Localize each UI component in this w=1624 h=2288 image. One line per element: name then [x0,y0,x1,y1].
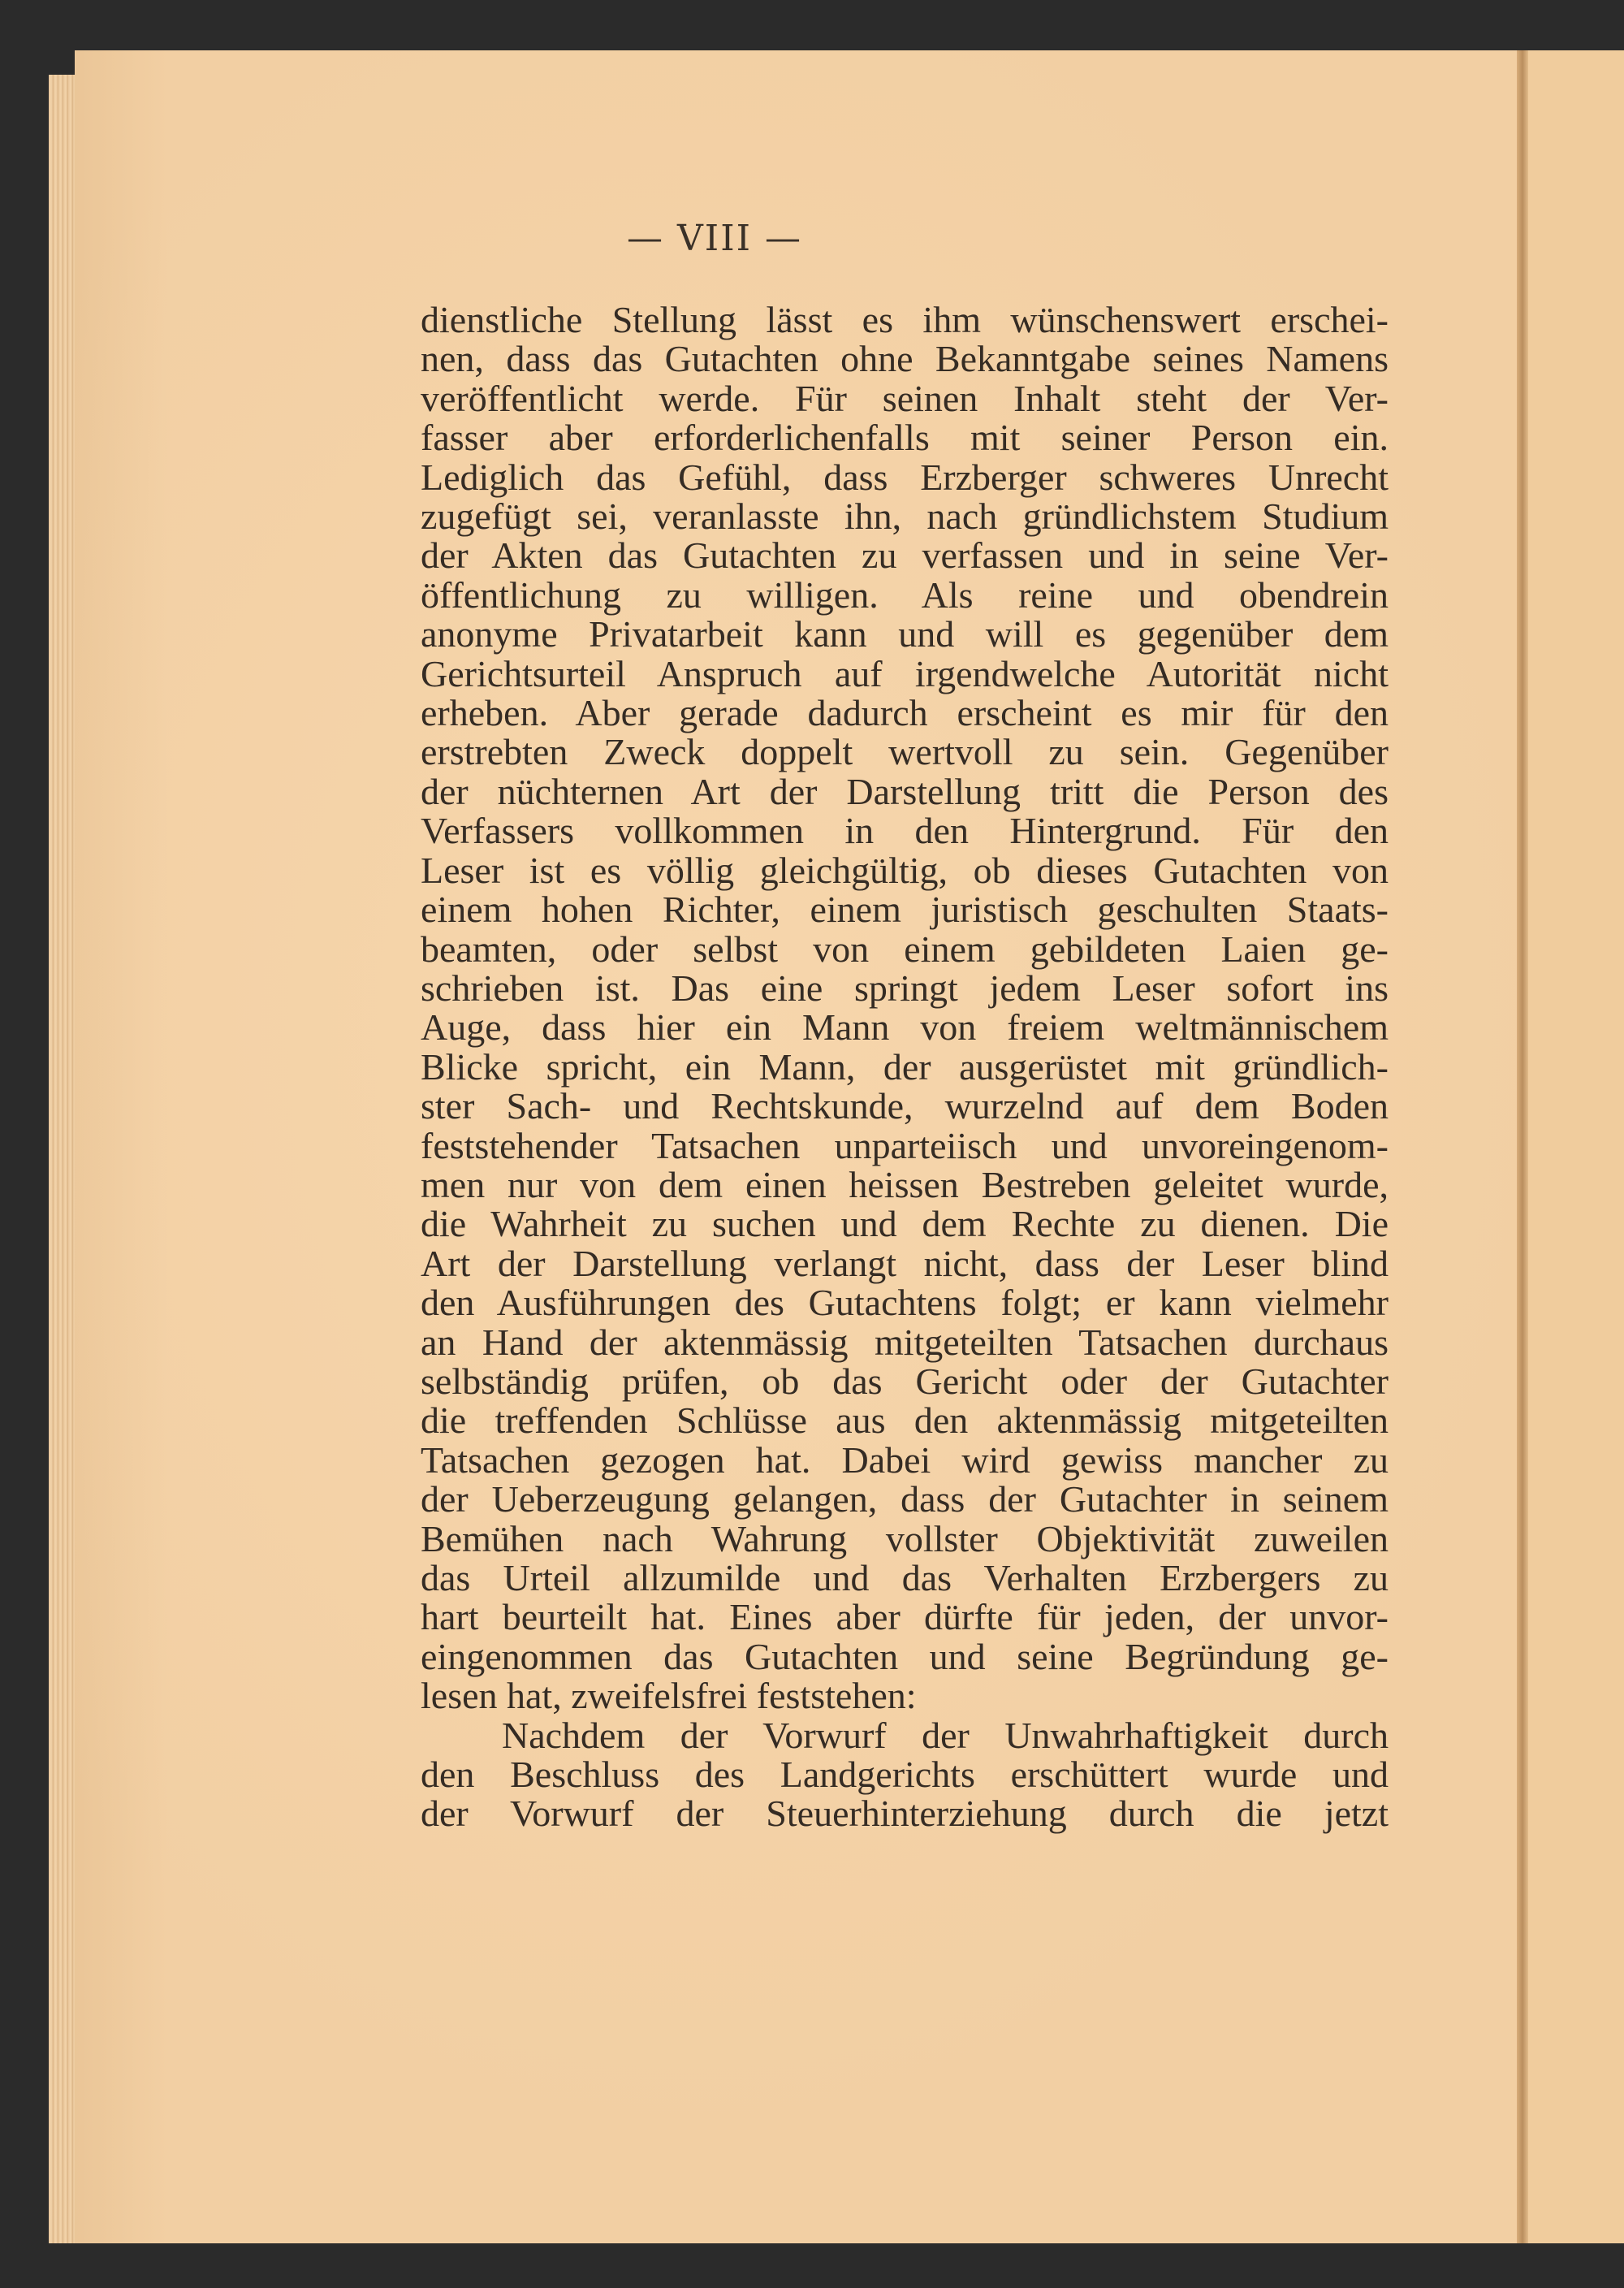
text-line: anonyme Privatarbeit kann und will es gegenüber dem [421,613,1389,655]
text-line: der Vorwurf der Steuerhinterziehung durch die jetzt [421,1793,1389,1835]
text-line: an Hand der aktenmässig mitgeteilten Tatsachen durchaus [421,1321,1389,1363]
facing-page [1528,50,1624,2243]
text-line: ster Sach- und Rechtskunde, wurzelnd auf dem Boden [421,1085,1389,1127]
text-line: Art der Darstellung verlangt nicht, dass der Leser blind [421,1242,1389,1284]
text-line: men nur von dem einen heissen Bestreben geleitet wurde, [421,1163,1389,1205]
text-line: Lediglich das Gefühl, dass Erzberger schweres Unrecht [421,456,1389,498]
text-line: nen, dass das Gutachten ohne Bekanntgabe seines Namens [421,338,1389,380]
text-line: feststehender Tatsachen unparteiisch und unvoreingenom- [421,1124,1389,1166]
text-line: die Wahrheit zu suchen und dem Rechte zu dienen. Die [421,1203,1389,1245]
text-line: öffentlichung zu willigen. Als reine und obendrein [421,573,1389,616]
text-line: erheben. Aber gerade dadurch erscheint es mir für den [421,692,1389,734]
text-line: hart beurteilt hat. Eines aber dürfte für jeden, der unvor- [421,1596,1389,1638]
text-line: Leser ist es völlig gleichgültig, ob dieses Gutachten von [421,849,1389,891]
text-line: der Akten das Gutachten zu verfassen und in seine Ver- [421,534,1389,577]
text-line: schrieben ist. Das eine springt jedem Leser sofort ins [421,967,1389,1009]
text-line: selbständig prüfen, ob das Gericht oder der Gutachter [421,1360,1389,1402]
text-line: zugefügt sei, veranlasste ihn, nach gründlichstem Studium [421,495,1389,538]
text-line: Blicke spricht, ein Mann, der ausgerüstet mit gründlich- [421,1045,1389,1088]
text-line: Tatsachen gezogen hat. Dabei wird gewiss mancher zu [421,1438,1389,1481]
page-number: — VIII — [627,218,802,259]
text-line: Bemühen nach Wahrung vollster Objektivität zuweilen [421,1517,1389,1559]
text-line: einem hohen Richter, einem juristisch geschulten Staats- [421,889,1389,931]
text-line: den Ausführungen des Gutachtens folgt; er kann vielmehr [421,1282,1389,1324]
text-line: der nüchternen Art der Darstellung tritt die Person des [421,770,1389,812]
text-line: Auge, dass hier ein Mann von freiem weltmännischem [421,1006,1389,1049]
text-line: den Beschluss des Landgerichts erschüttert wurde und [421,1754,1389,1796]
text-line: erstrebten Zweck doppelt wertvoll zu sein. Gegenüber [421,731,1389,773]
text-line: das Urteil allzumilde und das Verhalten Erzbergers zu [421,1557,1389,1598]
text-line: fasser aber erforderlichenfalls mit seiner Person ein. [421,417,1389,459]
text-line: der Ueberzeugung gelangen, dass der Gutachter in seinem [421,1478,1389,1520]
paragraph-end-line: lesen hat, zweifelsfrei feststehen: [421,1675,917,1717]
text-line: dienstliche Stellung lässt es ihm wünschenswert erschei- [421,299,1389,340]
book-gutter [1517,50,1528,2243]
text-line: veröffentlicht werde. Für seinen Inhalt steht der Ver- [421,377,1389,419]
text-line: Gerichtsurteil Anspruch auf irgendwelche Autorität nicht [421,652,1389,694]
paragraph-start-line: Nachdem der Vorwurf der Unwahrhaftigkeit durch [502,1714,1389,1756]
body-text [421,301,1389,1834]
text-line: eingenommen das Gutachten und seine Begründung ge- [421,1635,1389,1677]
text-line: die treffenden Schlüsse aus den aktenmässig mitgeteilten [421,1399,1389,1442]
text-line: beamten, oder selbst von einem gebildeten Laien ge- [421,928,1389,970]
text-line: Verfassers vollkommen in den Hintergrund. Für den [421,810,1389,852]
